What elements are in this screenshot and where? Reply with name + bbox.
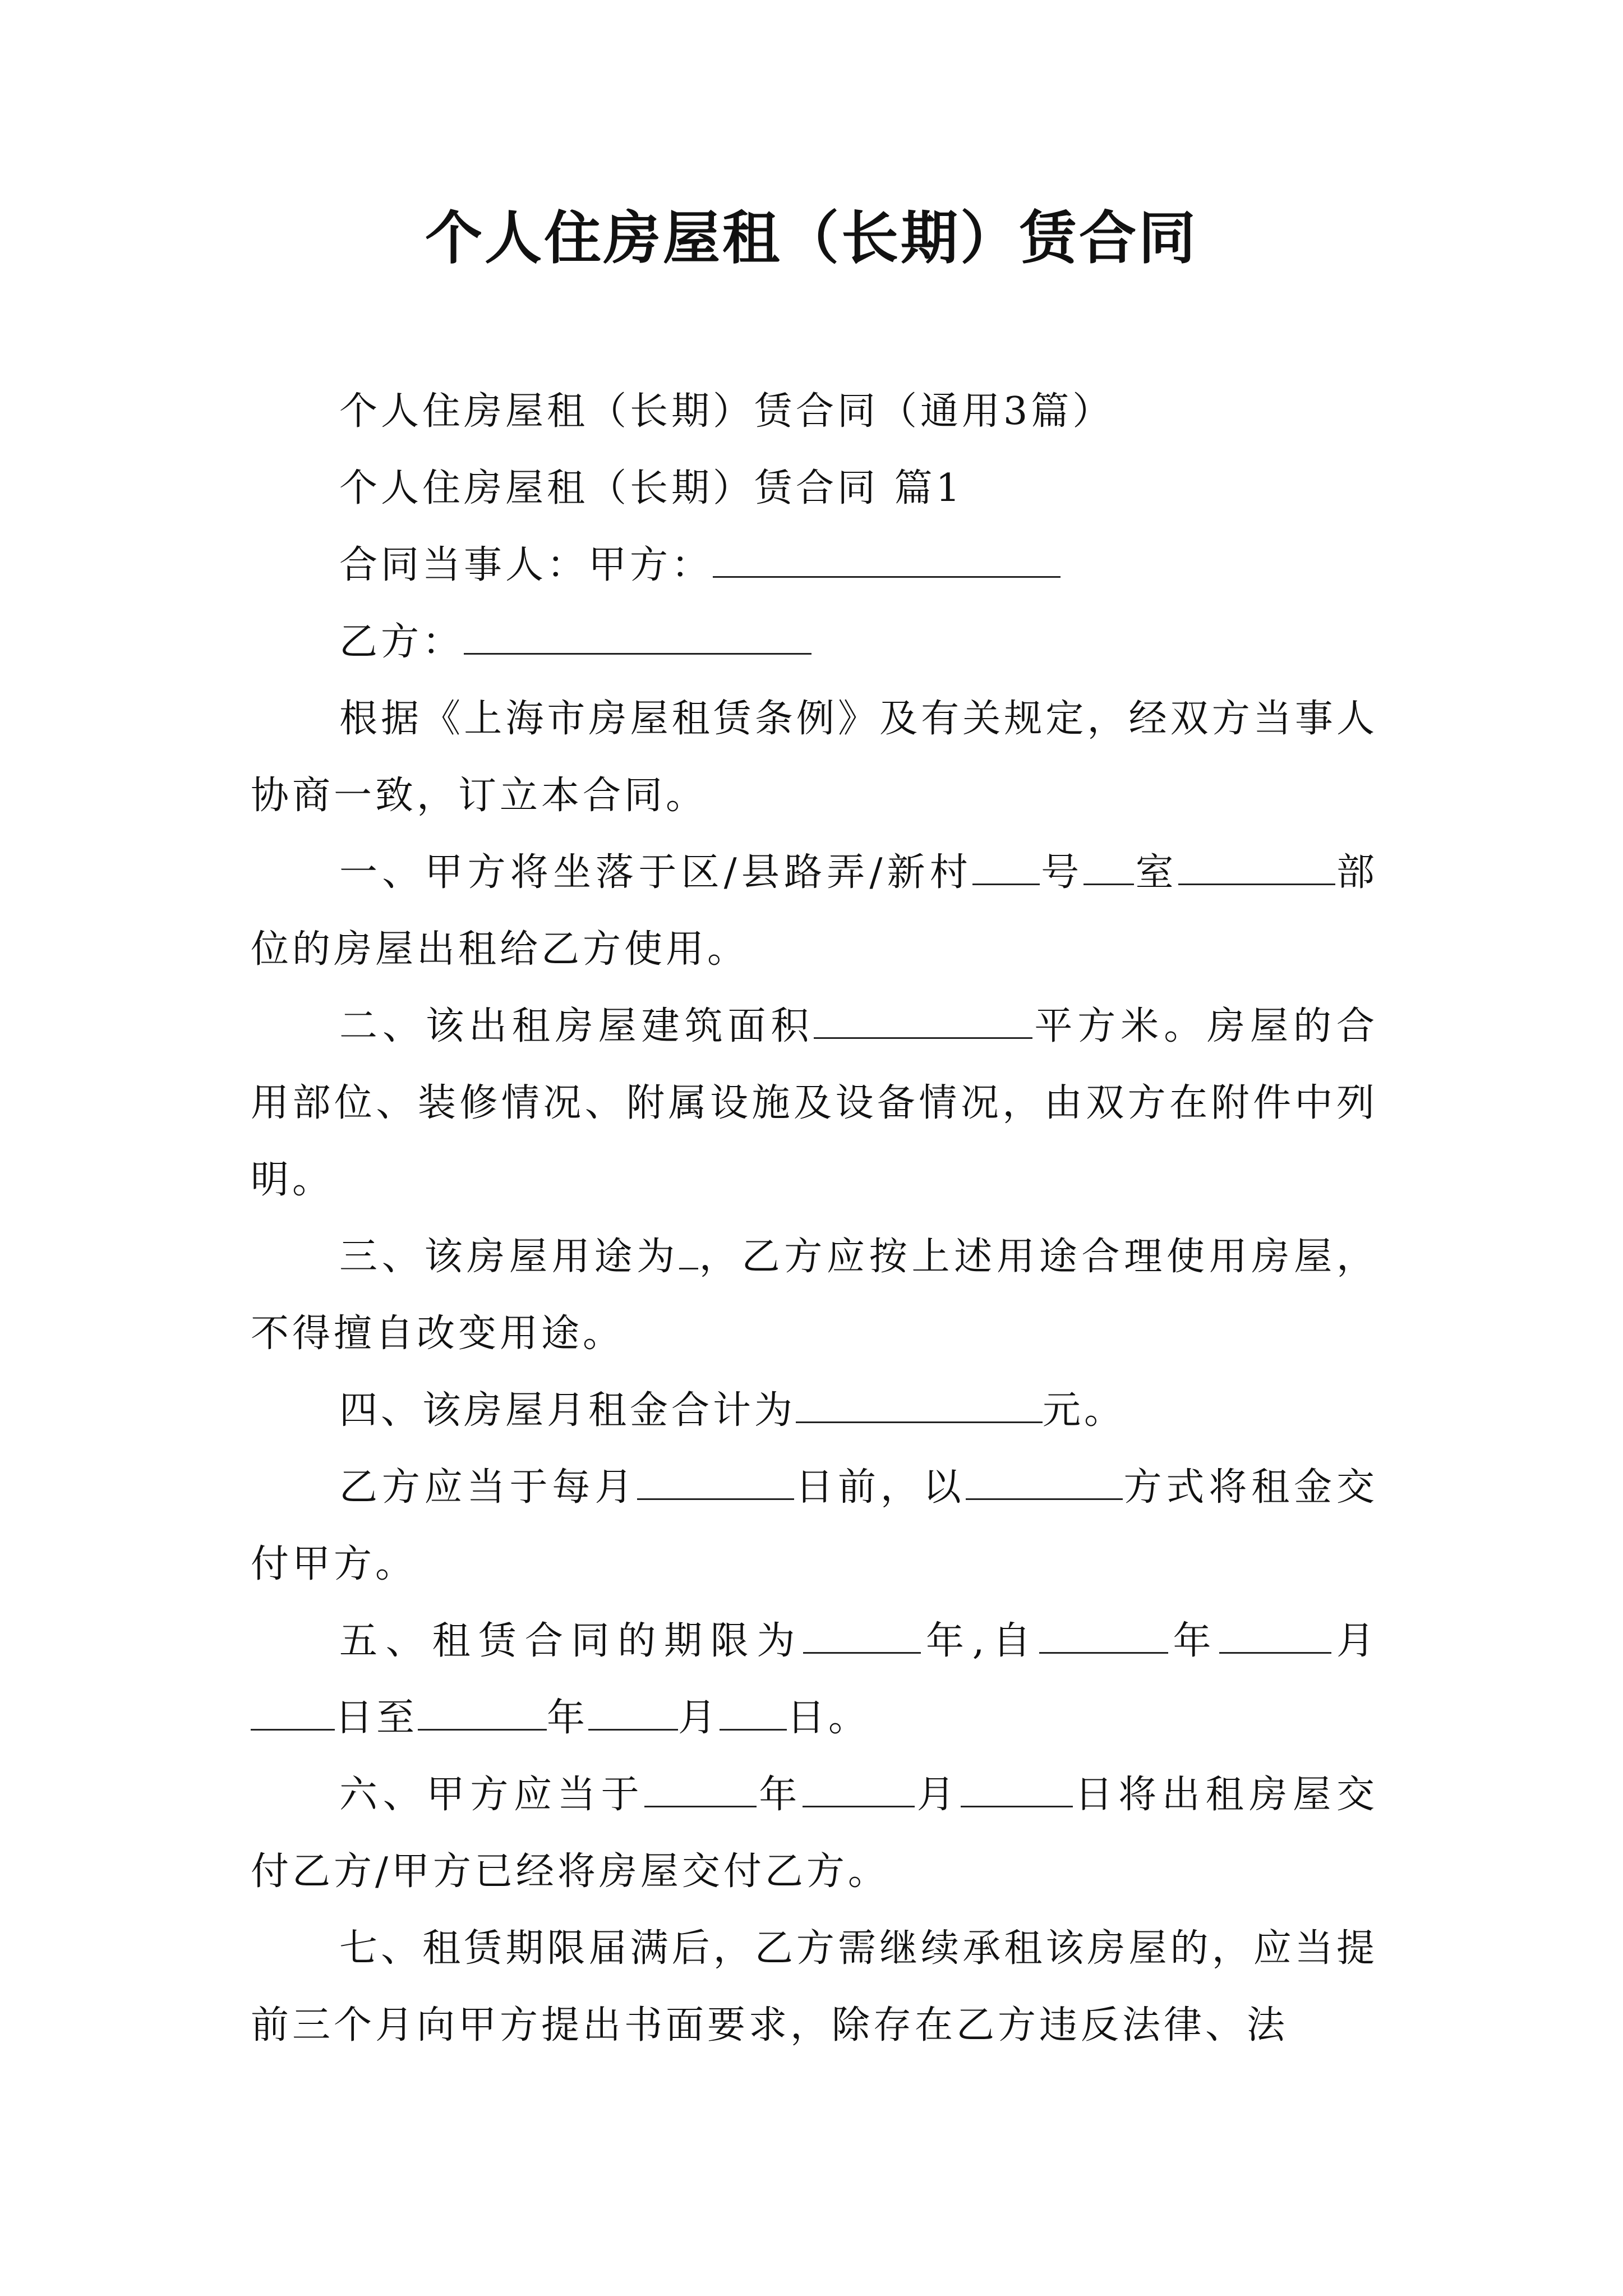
clause-2-area-blank [814,1004,1032,1039]
clause-6-text-d: 日将出租房屋交付乙方/甲方已经将房屋交付乙方。 [251,1773,1378,1894]
clause-2-text-a: 二、该出租房屋建筑面积 [339,1004,814,1048]
party-a-label: 合同当事人：甲方： [339,543,713,587]
clause-1-text-a: 一、甲方将坐落于区/县路弄/新村 [339,850,972,895]
document-body [251,373,1378,2064]
clause-6-text-c: 月 [914,1773,961,1817]
party-a-line [251,527,1378,604]
clause-5-years-blank [803,1618,921,1654]
clause-5-text-d: 月 [1331,1619,1378,1663]
clause-2-text-b: 平方米。房屋的合用部位、装修情况、附属设施及设备情况，由双方在附件中列明。 [251,1004,1378,1202]
clause-5-start-year-blank [1039,1618,1168,1654]
subtitle [251,373,1378,450]
clause-5-text-b: 年,自 [921,1619,1039,1663]
document-title: 个人住房屋租（长期）赁合同 [425,205,1198,272]
clause-6-text-a: 六、甲方应当于 [339,1773,645,1817]
clause-1-number-blank [972,850,1040,885]
clause-1 [251,834,1378,988]
payment-method-blank [966,1465,1123,1500]
clause-3 [251,1218,1378,1372]
party-b-blank [464,619,811,655]
clause-7 [251,1910,1378,2064]
subtitle-text: 个人住房屋租（长期）赁合同（通用3篇） [339,389,1114,434]
clause-5-text-g: 月 [678,1696,720,1740]
clause-5-start-day-blank [251,1695,335,1731]
clause-5 [251,1603,1378,1756]
payment-text-c: 方式将租金交付甲方。 [251,1465,1378,1586]
section-heading [251,450,1378,527]
clause-7-text: 七、租赁期限届满后，乙方需继续承租该房屋的，应当提前三个月向甲方提出书面要求，除存在乙方违反法律、法 [251,1926,1378,2047]
party-b-line [251,604,1378,680]
clause-5-text-a: 五、租赁合同的期限为 [339,1619,804,1663]
clause-6-month-blank [803,1772,915,1807]
clause-5-text-c: 年 [1168,1619,1220,1663]
clause-1-text-d: 部位的房屋出租给乙方使用。 [251,850,1378,972]
clause-5-start-month-blank [1219,1618,1331,1654]
clause-1-part-blank [1178,850,1335,885]
clause-3-use-blank [679,1234,698,1269]
clause-6 [251,1756,1378,1910]
party-b-label: 乙方： [339,620,464,664]
clause-5-text-f: 年 [547,1696,589,1740]
clause-3-text-a: 三、该房屋用途为 [339,1235,679,1279]
clause-6-text-b: 年 [757,1773,803,1817]
payment-day-blank [637,1465,794,1500]
clause-4-text-b: 元。 [1043,1388,1126,1433]
clause-4 [251,1372,1378,1449]
clause-1-text-b: 号 [1039,850,1084,895]
clause-5-end-month-blank [588,1695,678,1731]
clause-5-end-year-blank [418,1695,547,1731]
intro-paragraph [251,680,1378,834]
clause-6-day-blank [961,1772,1073,1807]
clause-1-room-blank [1083,850,1134,885]
payment-text-b: 日前，以 [794,1465,966,1510]
section-heading-text: 个人住房屋租（长期）赁合同 篇1 [339,466,963,510]
clause-1-text-c: 室 [1134,850,1178,895]
payment-text-a: 乙方应当于每月 [339,1465,638,1510]
clause-5-text-e: 日至 [335,1696,418,1740]
clause-5-text-h: 日。 [787,1696,870,1740]
clause-2 [251,988,1378,1218]
clause-5-end-day-blank [720,1695,787,1731]
clause-4-rent-blank [796,1388,1043,1423]
clause-6-year-blank [644,1772,757,1807]
clause-3-text-b: ，乙方应按上述用途合理使用房屋，不得擅自改变用途。 [251,1235,1378,1356]
party-a-blank [713,542,1061,578]
intro-text: 根据《上海市房屋租赁条例》及有关规定，经双方当事人协商一致，订立本合同。 [251,697,1378,818]
clause-4-text-a: 四、该房屋月租金合计为 [339,1388,796,1433]
payment-clause [251,1449,1378,1603]
